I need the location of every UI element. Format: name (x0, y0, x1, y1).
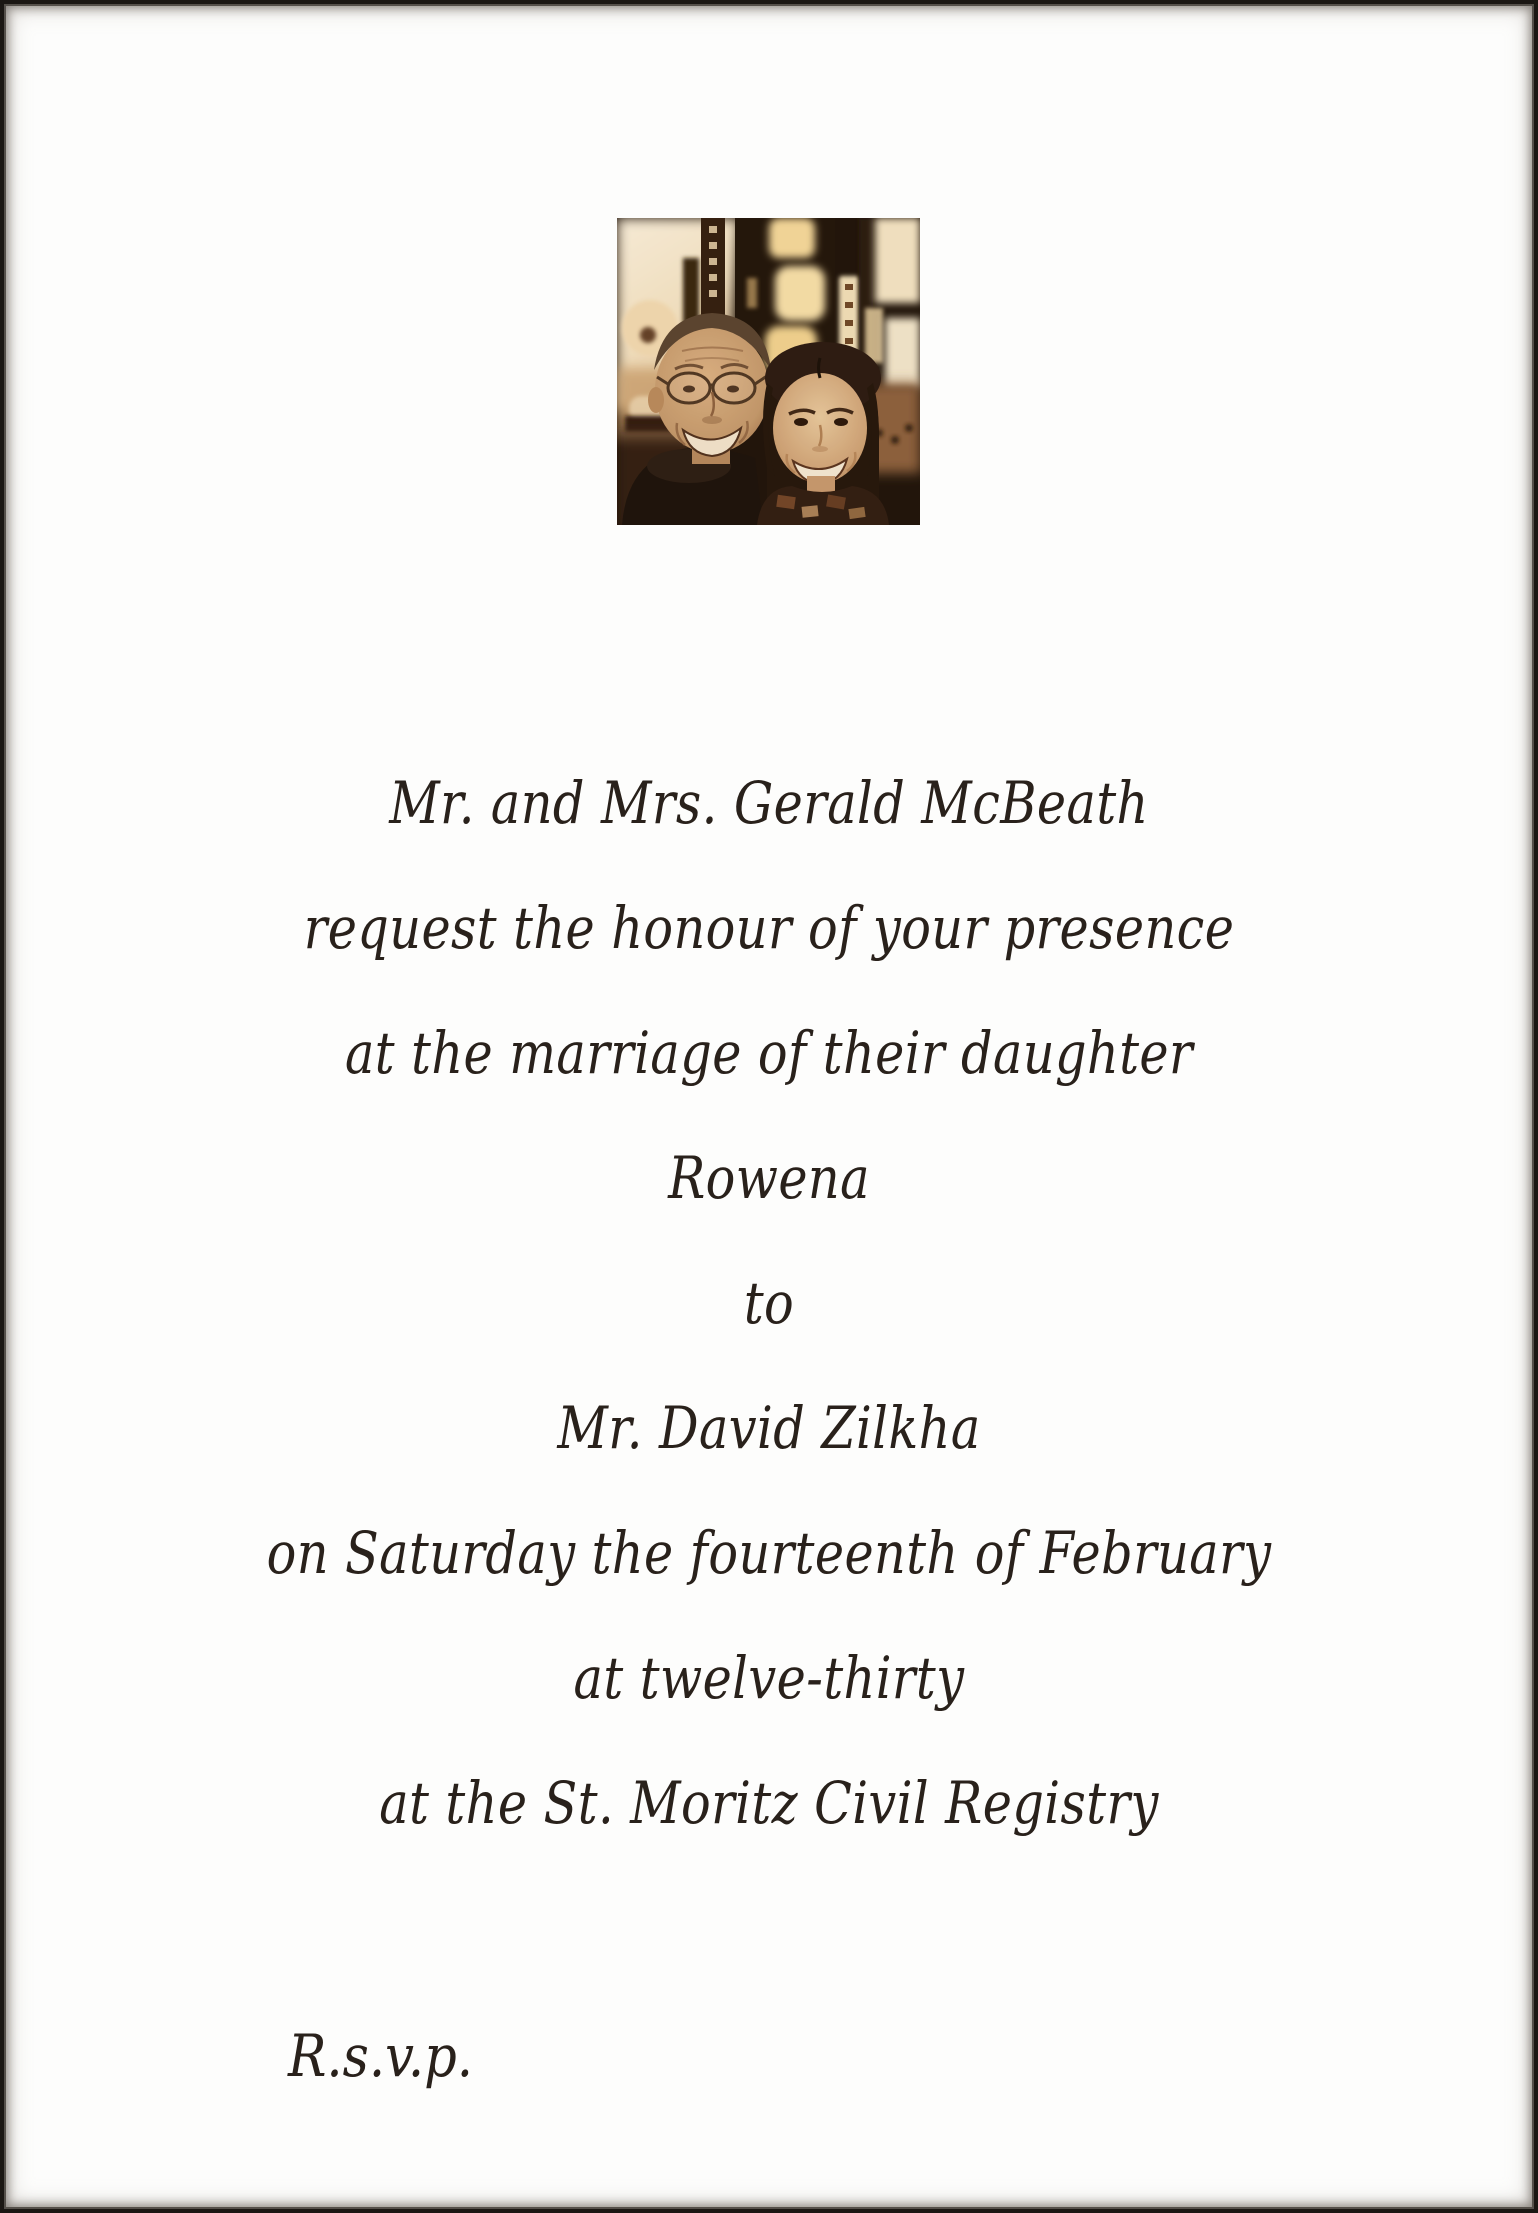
rsvp-label: R.s.v.p. (288, 2022, 473, 2090)
invitation-line-venue: at the St. Moritz Civil Registry (379, 1769, 1159, 1837)
invitation-line-time: at twelve-thirty (573, 1644, 965, 1712)
invitation-line-groom-name: Mr. David Zilkha (557, 1394, 981, 1462)
invitation-line-bride-name: Rowena (668, 1144, 870, 1212)
invitation-line-hosts: Mr. and Mrs. Gerald McBeath (389, 769, 1149, 837)
invitation-line-to: to (743, 1269, 795, 1337)
invitation-line-request: request the honour of your presence (303, 894, 1235, 962)
couple-photo (617, 218, 920, 525)
invitation-line-date: on Saturday the fourteenth of February (266, 1519, 1272, 1587)
invitation-line-marriage: at the marriage of their daughter (344, 1019, 1194, 1087)
